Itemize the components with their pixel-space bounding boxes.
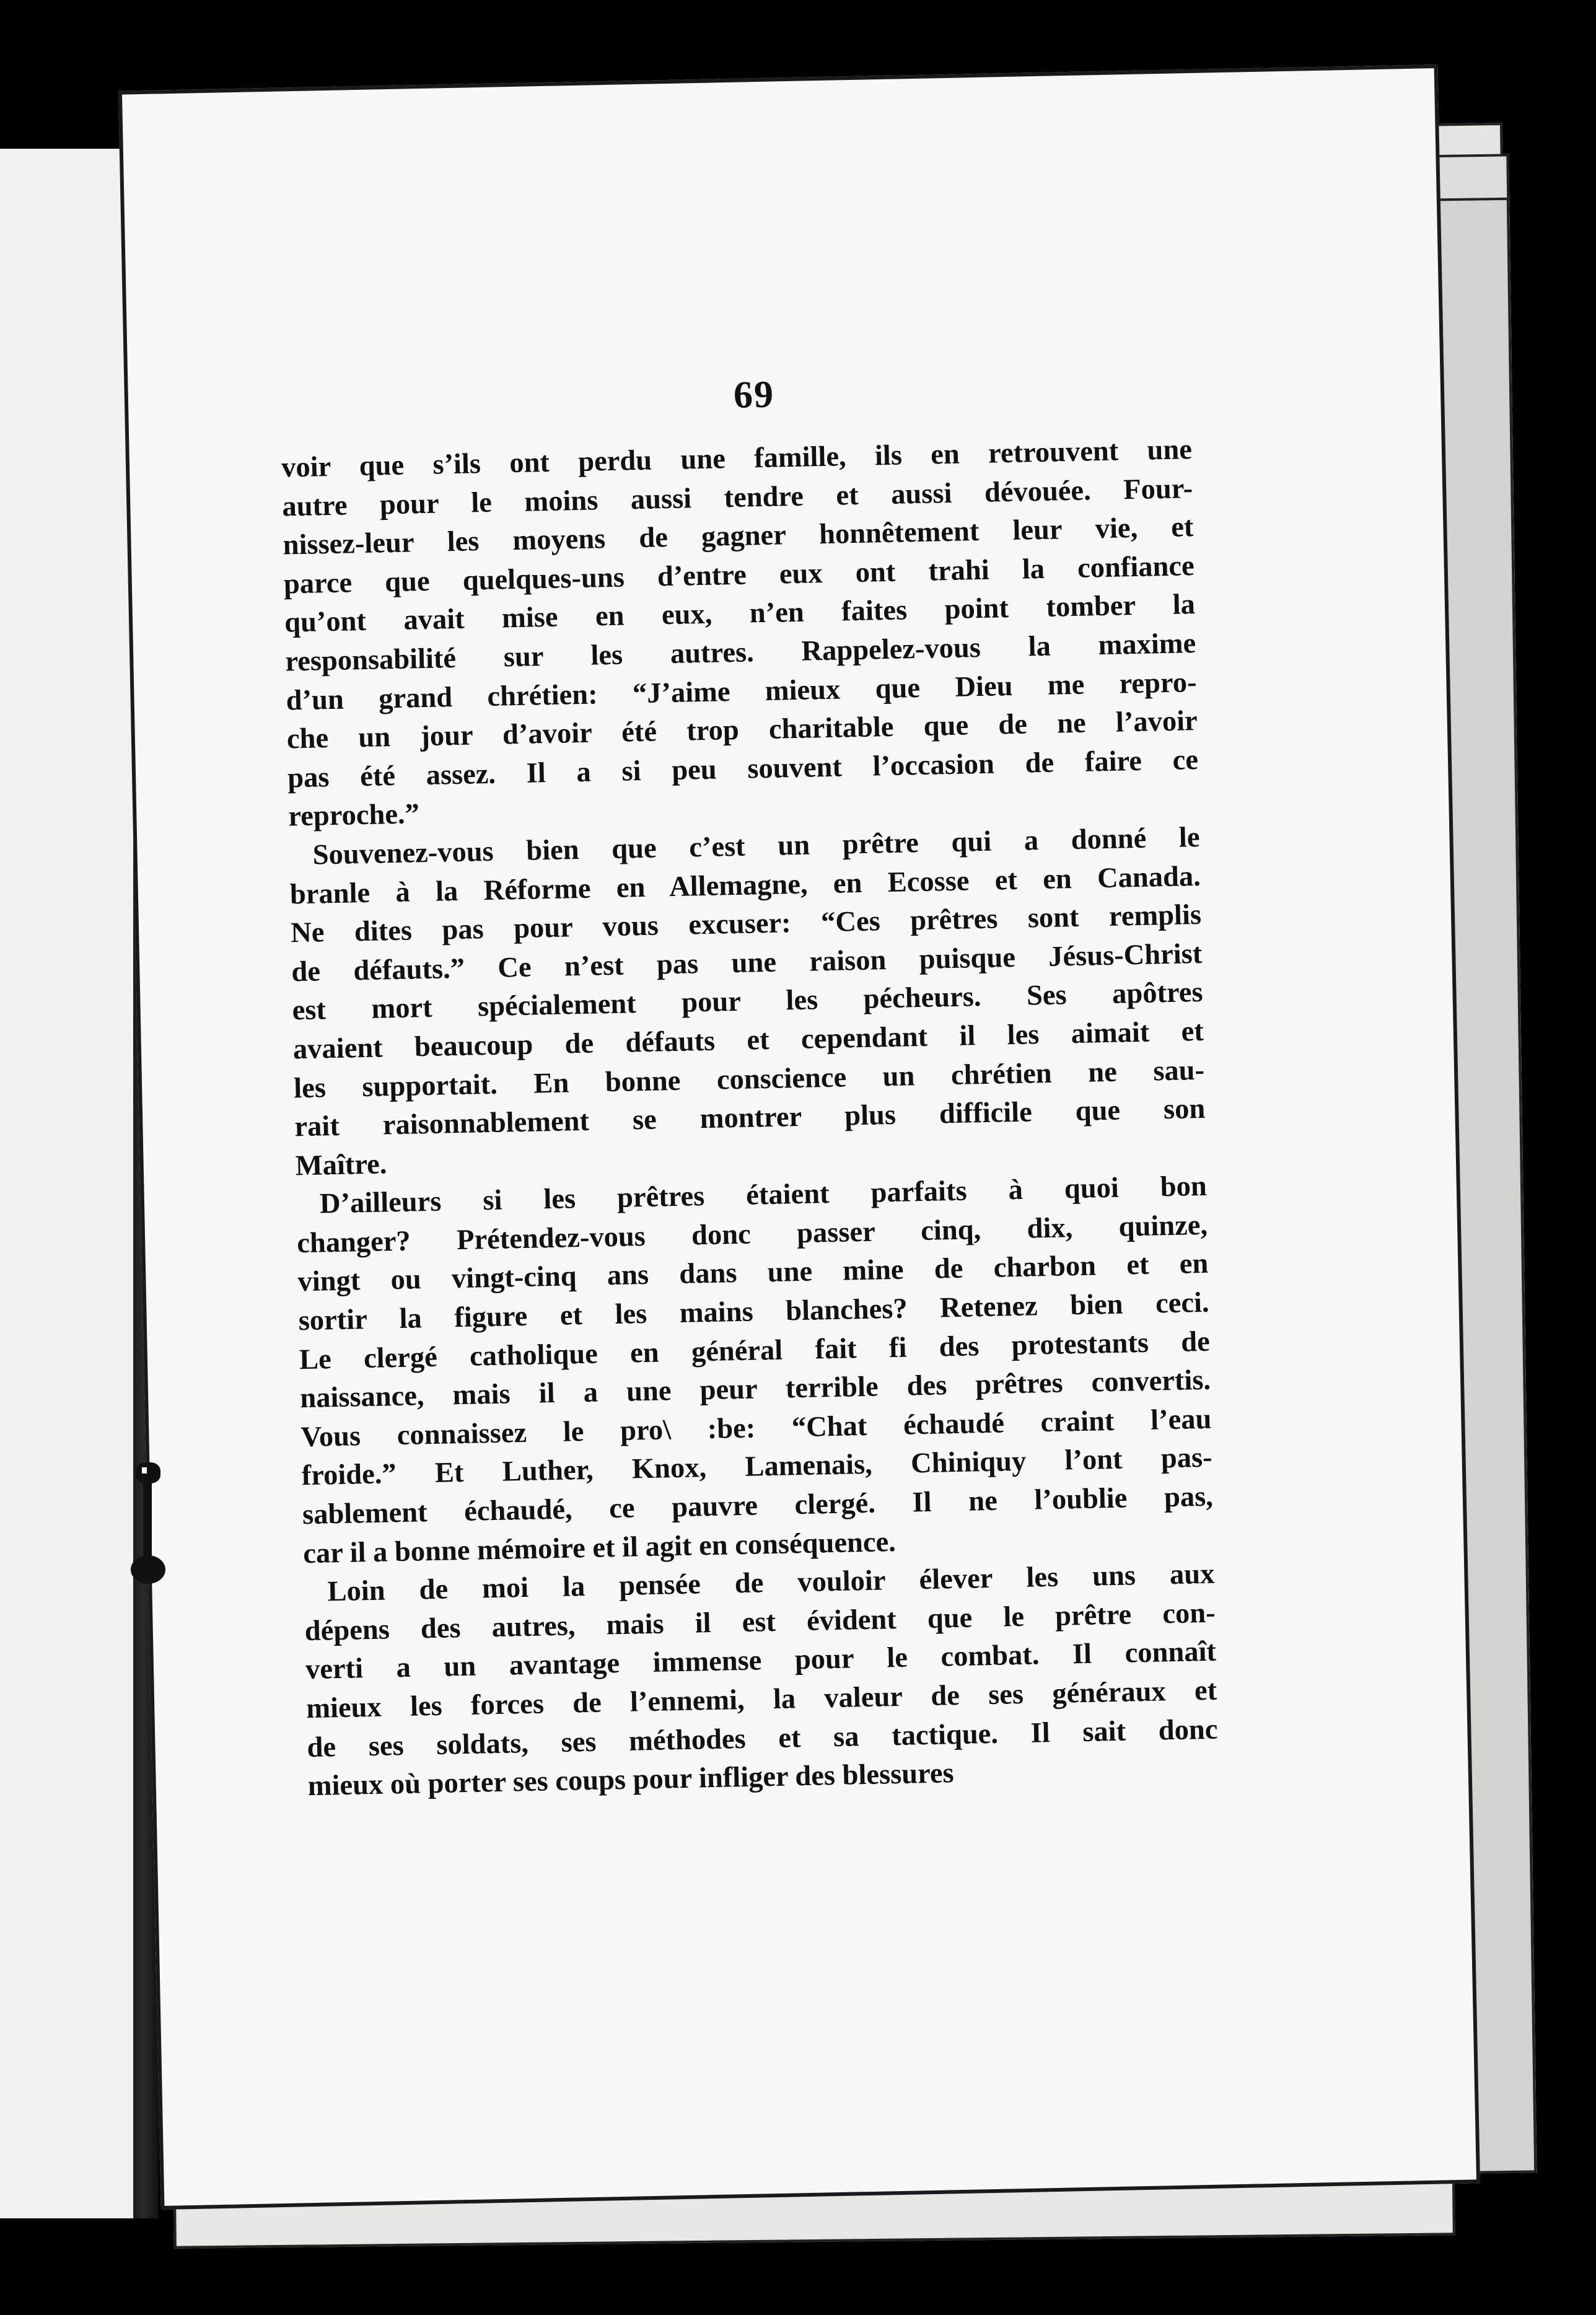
binding-thread-mark — [127, 1462, 170, 1605]
paragraph — [289, 819, 1206, 1186]
text-line: dépens des autres, mais il est évident que le prêtre con- — [304, 1597, 1216, 1647]
paragraph-container — [281, 431, 1219, 1806]
page-text — [279, 364, 1219, 1806]
text-line: reproche.” — [287, 798, 420, 833]
text-line: verti a un avantage immense pour le combat. Il connaît — [305, 1636, 1217, 1686]
text-line: che un jour d’avoir été trop charitable que de ne l’avoir — [286, 705, 1198, 755]
text-line: Ne dites pas pour vous excuser: “Ces prêtres sont remplis — [290, 899, 1202, 949]
text-line: les supportait. En bonne conscience un chrétien ne sau- — [293, 1054, 1205, 1104]
text-line: vingt ou vingt-cinq ans dans une mine de charbon et en — [297, 1248, 1209, 1298]
text-line: Loin de moi la pensée de vouloir élever les uns aux — [327, 1558, 1215, 1608]
text-line: D’ailleurs si les prêtres étaient parfaits à quoi bon — [319, 1171, 1208, 1220]
text-line: responsabilité sur les autres. Rappelez-vous la maxime — [284, 627, 1196, 678]
text-line: mieux où porter ses coups pour infliger des blessures — [307, 1757, 955, 1803]
text-line: Vous connaissez le pro\ :be: “Chat échaudé craint l’eau — [300, 1403, 1212, 1454]
text-line: nissez-leur les moyens de gagner honnêtement leur vie, et — [283, 511, 1194, 561]
paragraph — [296, 1167, 1214, 1573]
text-line: avaient beaucoup de défauts et cependant il les aimait et — [292, 1015, 1204, 1066]
text-line: branle à la Réforme en Allemagne, en Ecosse et en Canada. — [289, 860, 1201, 910]
text-line: voir que s’ils ont perdu une famille, ils en retrouvent une — [281, 434, 1193, 484]
text-line: parce que quelques-uns d’entre eux ont trahi la confiance — [283, 550, 1195, 600]
paragraph — [304, 1555, 1219, 1806]
text-line: qu’ont avait mise en eux, n’en faites point tomber la — [284, 589, 1196, 639]
paragraph — [281, 431, 1199, 837]
page-number: 69 — [733, 373, 775, 416]
text-line: Le clergé catholique en général fait fi des protestants de — [299, 1325, 1211, 1376]
text-line: changer? Prétendez-vous donc passer cinq, dix, quinze, — [296, 1209, 1208, 1260]
text-line: mieux les forces de l’ennemi, la valeur de ses généraux et — [305, 1674, 1217, 1725]
text-line: pas été assez. Il a si peu souvent l’occasion de faire ce — [287, 744, 1199, 794]
book-page — [118, 64, 1480, 2210]
text-line: est mort spécialement pour les pécheurs. Ses apôtres — [292, 977, 1203, 1027]
text-line: sablement échaudé, ce pauvre clergé. Il ne l’oublie pas, — [302, 1480, 1214, 1531]
text-line: de défauts.” Ce n’est pas une raison puisque Jésus-Christ — [291, 938, 1203, 988]
text-line: d’un grand chrétien: “J’aime mieux que Dieu me repro- — [286, 666, 1197, 717]
text-line: Maître. — [295, 1148, 387, 1182]
text-line: sortir la figure et les mains blanches? Retenez bien ceci. — [298, 1286, 1210, 1337]
text-line: de ses soldats, ses méthodes et sa tactique. Il sait donc — [307, 1713, 1218, 1764]
text-line: car il a bonne mémoire et il agit en conséquence. — [302, 1526, 897, 1570]
text-line: rait raisonnablement se montrer plus difficile que son — [294, 1092, 1206, 1143]
text-line: naissance, mais il a une peur terrible des prêtres convertis. — [299, 1364, 1211, 1415]
text-line: autre pour le moins aussi tendre et aussi dévouée. Four- — [281, 472, 1193, 523]
text-line: Souvenez-vous bien que c’est un prêtre qui a donné le — [312, 821, 1200, 871]
text-line: froide.” Et Luther, Knox, Lamenais, Chiniquy l’ont pas- — [301, 1442, 1213, 1492]
